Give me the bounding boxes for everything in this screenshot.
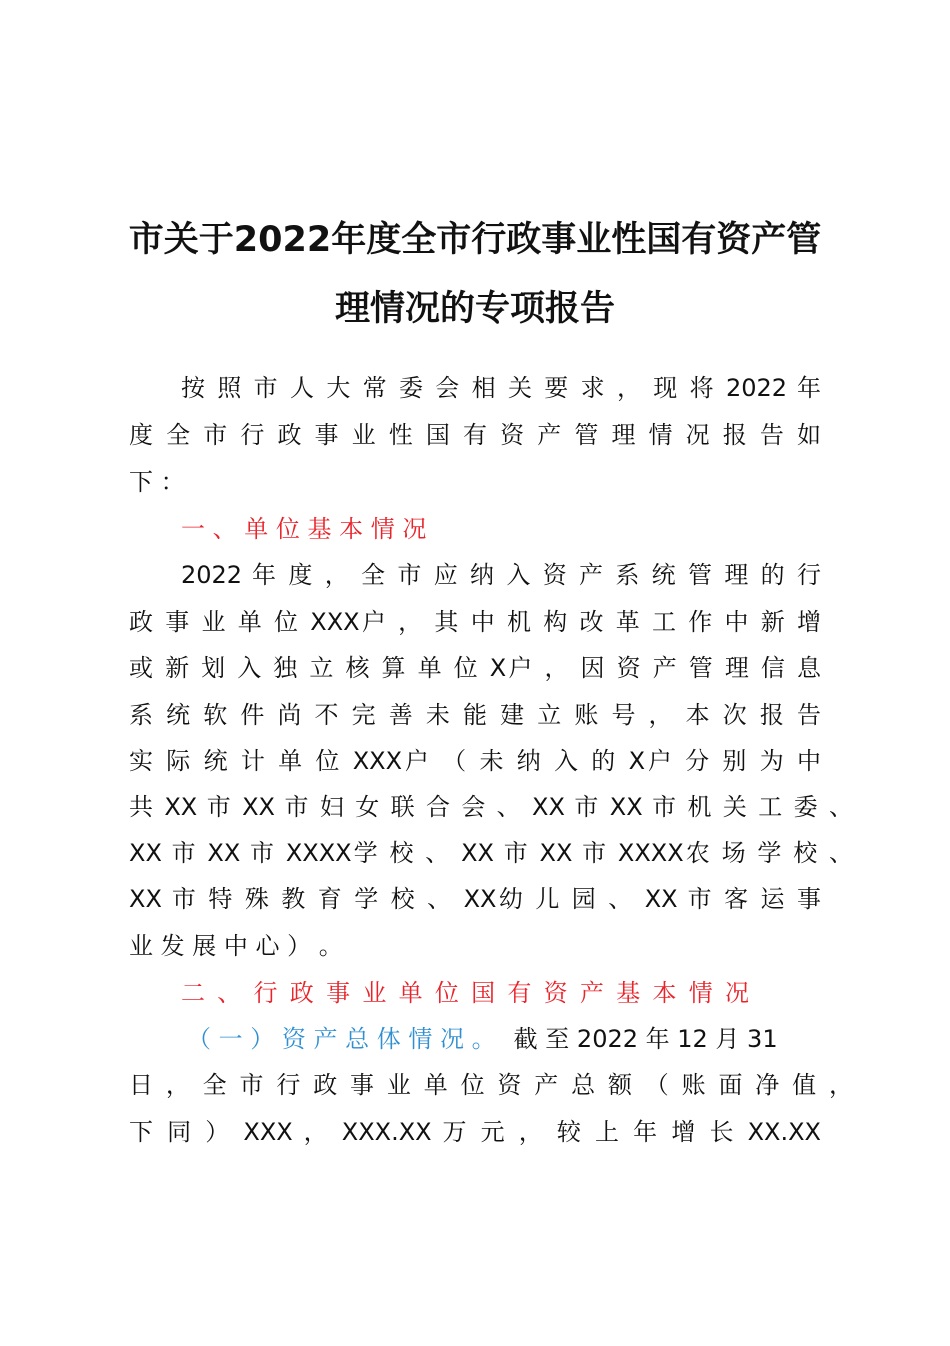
subsection-1-line-3: 下 同 ） XXX ， XXX.XX 万 元 ， 较 上 年 增 长 XX.XX: [129, 1118, 821, 1146]
document-title-line-1: 市关于2022年度全市行政事业性国有资产管: [128, 220, 822, 260]
section-1-line-4: 系 统 软 件 尚 不 完 善 未 能 建 立 账 号 ， 本 次 报 告: [129, 701, 821, 729]
section-1-line-7: XX 市 XX 市 XXXX学 校 、 XX 市 XX 市 XXXX农 场 学 校 、: [129, 839, 853, 867]
section-1-line-6: 共 XX 市 XX 市 妇 女 联 合 会 、 XX 市 XX 市 机 关 工 委 、: [129, 793, 853, 821]
subsection-1-first-line: [187, 1019, 827, 1059]
section-1-line-9: 业 发 展 中 心 ） 。: [129, 932, 343, 960]
intro-line-1: 按 照 市 人 大 常 委 会 相 关 要 求 ， 现 将 2022 年: [181, 374, 821, 402]
section-2-heading: 二 、 行 政 事 业 单 位 国 有 资 产 基 本 情 况: [181, 979, 749, 1007]
intro-line-3: 下 ：: [129, 468, 185, 496]
subsection-1-heading: （ 一 ） 资 产 总 体 情 况 。: [187, 1025, 496, 1053]
section-1-line-5: 实 际 统 计 单 位 XXX户 （ 未 纳 入 的 X户 分 别 为 中: [129, 747, 821, 775]
intro-line-2: 度 全 市 行 政 事 业 性 国 有 资 产 管 理 情 况 报 告 如: [129, 421, 821, 449]
subsection-1-first-line-text: 截 至 2022 年 12 月 31: [513, 1025, 778, 1053]
section-1-line-8: XX 市 特 殊 教 育 学 校 、 XX幼 儿 园 、 XX 市 客 运 事: [129, 885, 821, 913]
section-1-line-2: 政 事 业 单 位 XXX户 ， 其 中 机 构 改 革 工 作 中 新 增: [129, 608, 821, 636]
section-1-heading: 一 、 单 位 基 本 情 况: [181, 515, 427, 543]
document-title-line-2: 理情况的专项报告: [334, 289, 615, 329]
section-1-line-3: 或 新 划 入 独 立 核 算 单 位 X户 ， 因 资 产 管 理 信 息: [129, 654, 821, 682]
section-1-line-1: 2022 年 度 ， 全 市 应 纳 入 资 产 系 统 管 理 的 行: [181, 561, 821, 589]
subsection-1-line-2: 日 ， 全 市 行 政 事 业 单 位 资 产 总 额 （ 账 面 净 值 ，: [129, 1071, 853, 1099]
